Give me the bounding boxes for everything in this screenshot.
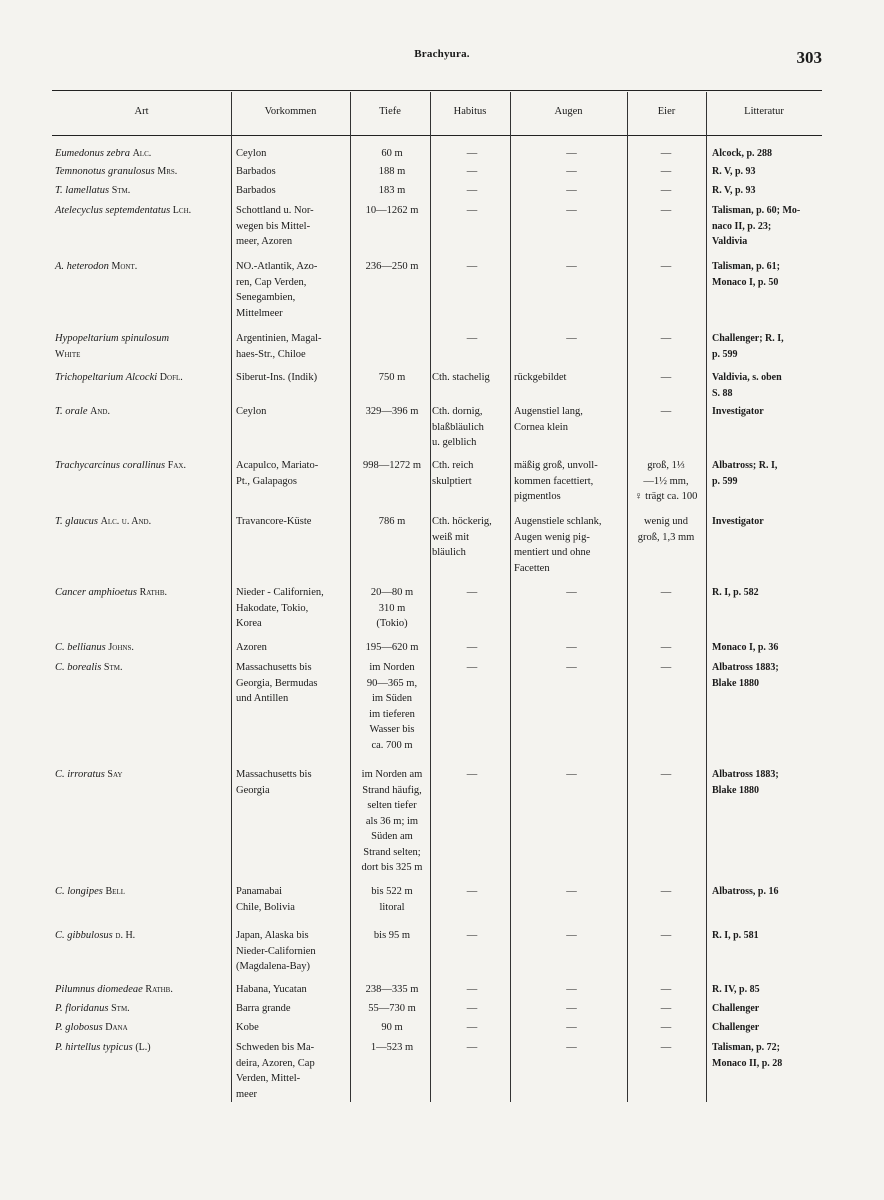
habitus-cell: —	[466, 930, 478, 941]
species-author: Stm.	[111, 1003, 130, 1014]
tiefe-cell: 1—523 m	[370, 1042, 414, 1053]
species-name: A. heterodon	[55, 261, 109, 272]
eier-cell: —	[660, 984, 672, 995]
augen-cell: —	[566, 930, 577, 941]
augen-cell: rückgebildet	[514, 372, 567, 383]
page-number: 303	[796, 48, 822, 67]
augen-cell: —	[566, 642, 577, 653]
tiefe-cell: 60 m	[381, 148, 403, 159]
eier-cell: —	[660, 1003, 672, 1014]
tiefe-cell: bis 522 m litoral	[371, 886, 413, 913]
species-name: P. floridanus	[55, 1003, 109, 1014]
eier-cell: groß, 1⅓ —1½ mm, ♀ trägt ca. 100	[634, 460, 698, 502]
species-name: T. lamellatus	[55, 185, 110, 196]
habitus-cell: —	[466, 333, 478, 344]
column-header-eier: Eier	[657, 106, 676, 117]
eier-cell: —	[660, 185, 672, 196]
vorkommen-cell: Ceylon	[236, 148, 267, 159]
eier-cell: —	[660, 205, 672, 216]
eier-cell: —	[660, 166, 672, 177]
tiefe-cell: 238—335 m	[365, 984, 419, 995]
species-name: C. irroratus	[55, 769, 105, 780]
vorkommen-cell: Barra grande	[236, 1003, 291, 1014]
tiefe-cell: 236—250 m	[365, 261, 419, 272]
species-name: P. globosus	[55, 1022, 103, 1033]
habitus-cell: —	[466, 185, 478, 196]
augen-cell: —	[566, 333, 577, 344]
species-name: Temnonotus granulosus	[55, 166, 155, 177]
species-name: T. glaucus	[55, 516, 98, 527]
column-header-art: Art	[134, 106, 149, 117]
litteratur-cell: Albatross; R. I, p. 599	[712, 460, 778, 487]
eier-cell: —	[660, 886, 672, 897]
augen-cell: —	[566, 185, 577, 196]
species-author: Mont.	[111, 261, 138, 272]
tiefe-cell: 998—1272 m	[362, 460, 422, 471]
tiefe-cell: 329—396 m	[365, 406, 419, 417]
vorkommen-cell: Argentinien, Magal- haes-Str., Chiloe	[236, 333, 322, 360]
litteratur-cell: Talisman, p. 72; Monaco II, p. 28	[712, 1042, 783, 1069]
species-name: Eumedonus zebra	[55, 148, 130, 159]
litteratur-cell: Challenger	[712, 1022, 760, 1033]
species-cell	[55, 259, 233, 275]
page-title: Brachyura.	[414, 48, 470, 60]
species-name: C. gibbulosus	[55, 930, 113, 941]
vorkommen-cell: Barbados	[236, 185, 276, 196]
species-cell	[55, 331, 233, 362]
vorkommen-cell: NO.-Atlantik, Azo- ren, Cap Verden, Senegambien, Mittelmeer	[236, 261, 318, 319]
column-header-litteratur: Litteratur	[744, 106, 784, 117]
species-name: Pilumnus diomedeae	[55, 984, 143, 995]
habitus-cell: —	[466, 662, 478, 673]
augen-cell: —	[566, 886, 577, 897]
species-author: Johns.	[108, 642, 134, 653]
tiefe-cell: 90 m	[381, 1022, 403, 1033]
litteratur-cell: R. I, p. 581	[712, 930, 759, 941]
species-author: Alc.	[132, 148, 152, 159]
species-cell	[55, 404, 233, 420]
species-author: Stm.	[103, 662, 123, 673]
species-author: Alc. u. And.	[100, 516, 152, 527]
augen-cell: —	[566, 769, 577, 780]
litteratur-cell: Talisman, p. 60; Mo- naco II, p. 23; Valdivia	[712, 205, 801, 247]
habitus-cell: —	[466, 642, 478, 653]
litteratur-cell: Investigator	[712, 516, 764, 527]
habitus-cell: Cth. stachelig	[432, 372, 490, 383]
habitus-cell: —	[466, 587, 478, 598]
species-cell	[55, 1020, 233, 1036]
litteratur-cell: Challenger	[712, 1003, 760, 1014]
habitus-cell: Cth. höckerig, weiß mit bläulich	[432, 516, 492, 558]
species-cell	[55, 203, 233, 219]
eier-cell: —	[660, 769, 672, 780]
habitus-cell: —	[466, 1003, 478, 1014]
eier-cell: —	[660, 406, 672, 417]
column-header-vorkommen: Vorkommen	[264, 106, 317, 117]
column-divider	[706, 92, 707, 1102]
augen-cell: —	[566, 205, 577, 216]
litteratur-cell: R. IV, p. 85	[712, 984, 760, 995]
augen-cell: —	[566, 984, 577, 995]
vorkommen-cell: Kobe	[236, 1022, 259, 1033]
species-name: C. longipes	[55, 886, 103, 897]
augen-cell: —	[566, 587, 577, 598]
eier-cell: —	[660, 333, 672, 344]
augen-cell: —	[566, 148, 577, 159]
vorkommen-cell: Massachusetts bis Georgia	[236, 769, 312, 796]
tiefe-cell: 20—80 m 310 m (Tokio)	[370, 587, 414, 629]
vorkommen-cell: Schottland u. Nor- wegen bis Mittel- meer, Azoren	[236, 205, 314, 247]
species-cell	[55, 458, 233, 474]
eier-cell: —	[660, 1042, 672, 1053]
species-author: d. H.	[115, 930, 136, 941]
eier-cell: wenig und groß, 1,3 mm	[637, 516, 695, 543]
tiefe-cell: bis 95 m	[373, 930, 411, 941]
species-cell	[55, 640, 233, 656]
species-cell	[55, 767, 233, 783]
tiefe-cell: im Norden am Strand häufig, selten tiefer als 36 m; im Süden am Strand selten; dort bis 325 m	[361, 769, 423, 873]
species-author: Bell	[105, 886, 125, 897]
vorkommen-cell: Azoren	[236, 642, 267, 653]
habitus-cell: —	[466, 769, 478, 780]
species-cell	[55, 585, 233, 601]
tiefe-cell: 10—1262 m	[365, 205, 419, 216]
litteratur-cell: Albatross 1883; Blake 1880	[712, 769, 779, 796]
augen-cell: —	[566, 662, 577, 673]
species-cell	[55, 183, 233, 199]
species-name: C. borealis	[55, 662, 102, 673]
species-author: Rathb.	[139, 587, 168, 598]
eier-cell: —	[660, 662, 672, 673]
column-header-habitus: Habitus	[453, 106, 487, 117]
habitus-cell: —	[466, 1022, 478, 1033]
augen-cell: —	[566, 1042, 577, 1053]
vorkommen-cell: Barbados	[236, 166, 276, 177]
species-name: Trichopeltarium Alcocki	[55, 372, 158, 383]
augen-cell: mäßig groß, unvoll- kommen facettiert, pigmentlos	[514, 460, 598, 502]
habitus-cell: Cth. dornig, blaßbläulich u. gelblich	[432, 406, 484, 448]
eier-cell: —	[660, 372, 672, 383]
augen-cell: —	[566, 261, 577, 272]
eier-cell: —	[660, 148, 672, 159]
tiefe-cell: 786 m	[378, 516, 406, 527]
vorkommen-cell: Ceylon	[236, 406, 267, 417]
litteratur-cell: R. V, p. 93	[712, 166, 756, 177]
augen-cell: —	[566, 1022, 577, 1033]
vorkommen-cell: Siberut-Ins. (Indik)	[236, 372, 318, 383]
litteratur-cell: Monaco I, p. 36	[712, 642, 779, 653]
column-header-tiefe: Tiefe	[379, 106, 401, 117]
tiefe-cell: 55—730 m	[368, 1003, 416, 1014]
species-name: P. hirtellus typicus	[55, 1042, 133, 1053]
litteratur-cell: R. V, p. 93	[712, 185, 756, 196]
species-cell	[55, 660, 233, 676]
eier-cell: —	[660, 261, 672, 272]
species-author: Mrs.	[157, 166, 178, 177]
litteratur-cell: R. I, p. 582	[712, 587, 759, 598]
eier-cell: —	[660, 1022, 672, 1033]
vorkommen-cell: Massachusetts bis Georgia, Bermudas und Antillen	[236, 662, 318, 704]
vorkommen-cell: Nieder - Californien, Hakodate, Tokio, Korea	[236, 587, 324, 629]
vorkommen-cell: Japan, Alaska bis Nieder-Californien (Magdalena-Bay)	[236, 930, 316, 972]
augen-cell: Augenstiel lang, Cornea klein	[514, 406, 583, 433]
species-author: Rathb.	[145, 984, 173, 995]
vorkommen-cell: Panamabai Chile, Bolivia	[236, 886, 295, 913]
species-name: Cancer amphioetus	[55, 587, 137, 598]
species-author: (L.)	[135, 1042, 151, 1053]
species-cell	[55, 164, 233, 180]
species-name: Atelecyclus septemdentatus	[55, 205, 171, 216]
species-author: Dofl.	[159, 372, 183, 383]
litteratur-cell: Valdivia, s. oben S. 88	[712, 372, 782, 399]
species-name: Hypopeltarium spinulosum	[55, 333, 170, 344]
habitus-cell: Cth. reich skulptiert	[432, 460, 474, 487]
species-author: Lch.	[172, 205, 192, 216]
tiefe-cell: 750 m	[378, 372, 406, 383]
litteratur-cell: Alcock, p. 288	[712, 148, 772, 159]
column-header-augen: Augen	[554, 106, 583, 117]
species-name: C. bellianus	[55, 642, 106, 653]
species-cell	[55, 1040, 233, 1056]
augen-cell: —	[566, 166, 577, 177]
litteratur-cell: Talisman, p. 61; Monaco I, p. 50	[712, 261, 780, 288]
species-cell	[55, 928, 233, 944]
habitus-cell: —	[466, 205, 478, 216]
vorkommen-cell: Schweden bis Ma- deira, Azoren, Cap Verden, Mittel- meer	[236, 1042, 315, 1100]
eier-cell: —	[660, 642, 672, 653]
tiefe-cell: im Norden 90—365 m, im Süden im tieferen Wasser bis ca. 700 m	[366, 662, 418, 751]
vorkommen-cell: Travancore-Küste	[236, 516, 312, 527]
species-name: T. orale	[55, 406, 88, 417]
tiefe-cell: 195—620 m	[365, 642, 419, 653]
species-author: Dana	[105, 1022, 128, 1033]
habitus-cell: —	[466, 886, 478, 897]
habitus-cell: —	[466, 1042, 478, 1053]
eier-cell: —	[660, 587, 672, 598]
eier-cell: —	[660, 930, 672, 941]
habitus-cell: —	[466, 166, 478, 177]
augen-cell: —	[566, 1003, 577, 1014]
habitus-cell: —	[466, 261, 478, 272]
species-cell	[55, 146, 233, 162]
tiefe-cell: 183 m	[378, 185, 406, 196]
table-top-rule	[52, 90, 822, 91]
habitus-cell: —	[466, 148, 478, 159]
species-author: Fax.	[167, 460, 186, 471]
species-author: Stm.	[111, 185, 131, 196]
vorkommen-cell: Acapulco, Mariato- Pt., Galapagos	[236, 460, 319, 487]
species-cell	[55, 982, 233, 998]
tiefe-cell: 188 m	[378, 166, 406, 177]
species-author: White	[55, 348, 81, 360]
litteratur-cell: Albatross 1883; Blake 1880	[712, 662, 779, 689]
vorkommen-cell: Habana, Yucatan	[236, 984, 307, 995]
species-cell	[55, 884, 233, 900]
species-name: Trachycarcinus corallinus	[55, 460, 166, 471]
species-cell	[55, 370, 233, 386]
augen-cell: Augenstiele schlank, Augen wenig pig- mentiert und ohne Facetten	[514, 516, 602, 574]
species-cell	[55, 514, 233, 530]
species-author: Say	[107, 769, 123, 780]
litteratur-cell: Albatross, p. 16	[712, 886, 779, 897]
litteratur-cell: Challenger; R. I, p. 599	[712, 333, 784, 360]
species-author: And.	[90, 406, 110, 417]
habitus-cell: —	[466, 984, 478, 995]
species-cell	[55, 1001, 233, 1017]
litteratur-cell: Investigator	[712, 406, 764, 417]
